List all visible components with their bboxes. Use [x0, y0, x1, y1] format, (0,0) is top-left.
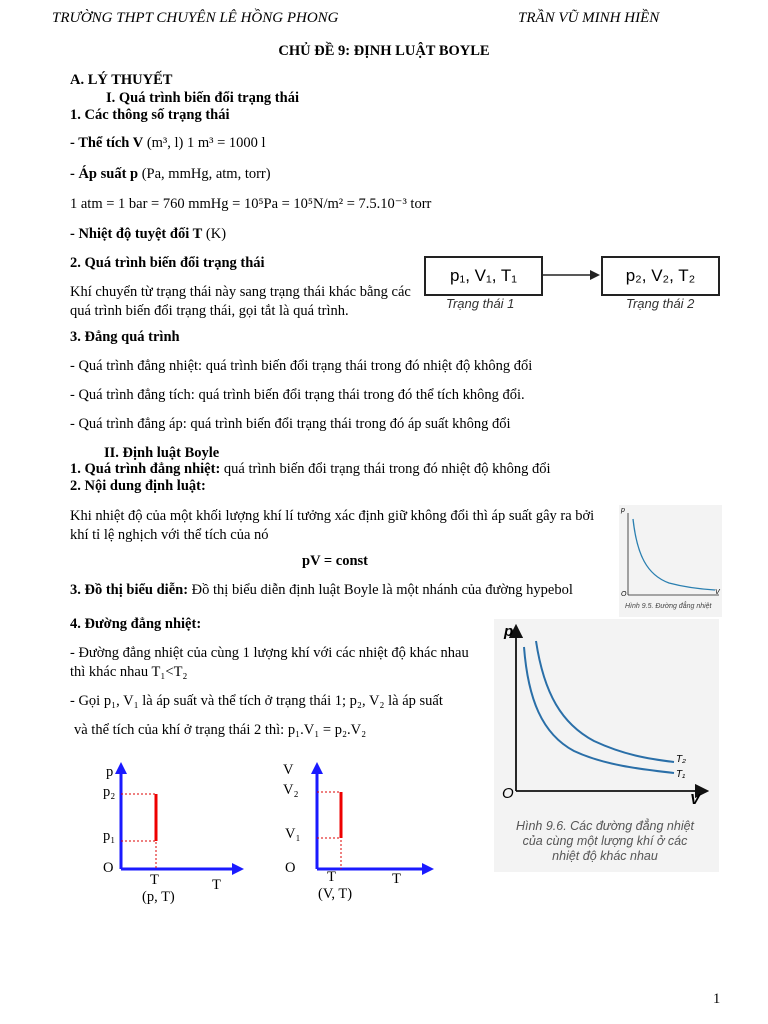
graph-v-t-caption: (V, T) — [318, 886, 353, 902]
figure-9-5-plot — [619, 505, 722, 617]
figure-9-6-t1-label: T₁ — [676, 769, 686, 780]
figure-9-5-v-label: V — [715, 589, 720, 596]
section-ii-heading: II. Định luật Boyle — [104, 445, 220, 461]
figure-9-5-caption: Hình 9.5. Đường đẳng nhiệt — [625, 603, 712, 610]
graph-p-t — [100, 758, 250, 878]
state1-label: Trạng thái 1 — [446, 296, 515, 311]
boyle-item-4: 4. Đường đẳng nhiệt: — [70, 616, 202, 632]
graph-v-t-v2-label: V₂ — [283, 782, 299, 798]
temperature-rest: (K) — [205, 226, 227, 242]
graph-p-t-axis-label: T — [212, 877, 221, 893]
figure-9-6-caption-line3: nhiệt độ khác nhau — [552, 849, 658, 863]
page-number: 1 — [713, 991, 721, 1007]
subsection-3-heading: 3. Đẳng quá trình — [70, 329, 180, 345]
boyle-item-3-rest: Đồ thị biểu diễn định luật Boyle là một nhánh của đường hypebol — [191, 582, 573, 598]
boyle-item-1 — [70, 461, 551, 478]
state-change-text: Khí chuyển từ trạng thái này sang trạng thái khác bằng các quá trình biến đổi trạng thái, gọi tắt là quá trình. — [70, 284, 411, 319]
section-i-heading: I. Quá trình biến đổi trạng thái — [106, 90, 299, 106]
temperature-line — [70, 226, 226, 243]
state2-box: p₂, V₂, T₂ — [601, 256, 720, 296]
graph-p-t-p1-label: p₁ — [103, 828, 116, 844]
graph-v-t-tick-label: T — [327, 869, 336, 885]
state1-box: p₁, V₁, T₁ — [424, 256, 543, 296]
figure-9-5-o-label: O — [621, 591, 627, 598]
graph-v-t-axis-label: T — [392, 871, 401, 887]
figure-9-6-p-label: p — [504, 623, 514, 640]
figure-9-6-v-label: V — [690, 791, 701, 808]
figure-9-6-caption-line2: của cùng một lượng khí ở các — [522, 834, 688, 848]
formula: pV = const — [302, 553, 369, 569]
figure-9-6-o-label: O — [502, 785, 514, 802]
graph-p-t-p2-label: p₂ — [103, 784, 116, 800]
isochoric-definition: - Quá trình đẳng tích: quá trình biến đổi trạng thái trong đó thể tích không đổi. — [70, 387, 525, 403]
subsection-1-heading: 1. Các thông số trạng thái — [70, 107, 230, 123]
goi-line-2: và thể tích của khí ở trạng thái 2 thì: p₁.V₁ = p₂.V₂ — [74, 722, 367, 738]
section-a-heading: A. LÝ THUYẾT — [70, 72, 173, 88]
goi-line-1: - Gọi p₁, V₁ là áp suất và thể tích ở trạng thái 1; p₂, V₂ là áp suất — [70, 693, 443, 709]
temperature-label: - Nhiệt độ tuyệt đối T — [70, 226, 203, 242]
subsection-2-heading: 2. Quá trình biến đổi trạng thái — [70, 255, 265, 271]
graph-p-t-tick-label: T — [150, 872, 159, 888]
graph-v-t-y-label: V — [283, 762, 294, 778]
boyle-item-2: 2. Nội dung định luật: — [70, 478, 206, 494]
boyle-item-1-rest: quá trình biến đổi trạng thái trong đó nhiệt độ không đổi — [223, 461, 551, 477]
volume-line — [70, 135, 266, 152]
graph-v-t — [290, 758, 440, 878]
page-title: CHỦ ĐỀ 9: ĐỊNH LUẬT BOYLE — [278, 43, 490, 59]
graph-v-t-v1-label: V₁ — [285, 826, 301, 842]
graph-p-t-origin-label: O — [103, 860, 114, 876]
graph-p-t-y-label: p — [106, 764, 114, 780]
units-line: 1 atm = 1 bar = 760 mmHg = 10⁵Pa = 10⁵N/m² = 7.5.10⁻³ torr — [70, 196, 432, 212]
law-text: Khi nhiệt độ của một khối lượng khí lí tưởng xác định giữ không đổi thì áp suất gây ra bởi khí tỉ lệ nghịch với thể tích của nó — [70, 508, 595, 543]
isobaric-definition: - Quá trình đẳng áp: quá trình biến đổi trạng thái trong đó áp suất không đổi — [70, 416, 511, 432]
pressure-rest: (Pa, mmHg, atm, torr) — [141, 166, 271, 182]
graph-p-t-caption: (p, T) — [142, 889, 175, 905]
figure-9-6-caption — [500, 819, 710, 864]
figure-9-6-caption-line1: Hình 9.6. Các đường đẳng nhiệt — [515, 819, 695, 833]
isotherm-text: - Đường đẳng nhiệt của cùng 1 lượng khí với các nhiệt độ khác nhau thì khác nhau T₁<T₂ — [70, 645, 469, 680]
isothermal-definition: - Quá trình đẳng nhiệt: quá trình biến đổi trạng thái trong đó nhiệt độ không đổi — [70, 358, 533, 374]
figure-9-6-t2-label: T₂ — [676, 754, 686, 765]
figure-9-6 — [494, 619, 719, 872]
pressure-line — [70, 166, 271, 183]
figure-9-5 — [619, 505, 722, 617]
volume-rest: (m³, l) 1 m³ = 1000 l — [146, 135, 266, 151]
state-arrow — [540, 265, 602, 285]
boyle-item-3-label: 3. Đồ thị biểu diễn: — [70, 582, 189, 598]
volume-label: - Thể tích V — [70, 135, 144, 151]
boyle-item-3 — [70, 582, 606, 599]
header-school: TRƯỜNG THPT CHUYÊN LÊ HỒNG PHONG — [52, 10, 339, 26]
header-author: TRẦN VŨ MINH HIỀN — [518, 10, 660, 26]
figure-9-5-p-label: p — [621, 507, 625, 514]
graph-v-t-origin-label: O — [285, 860, 296, 876]
pressure-label: - Áp suất p — [70, 166, 139, 182]
state2-label: Trạng thái 2 — [626, 296, 695, 311]
boyle-item-1-label: 1. Quá trình đẳng nhiệt: — [70, 461, 221, 477]
